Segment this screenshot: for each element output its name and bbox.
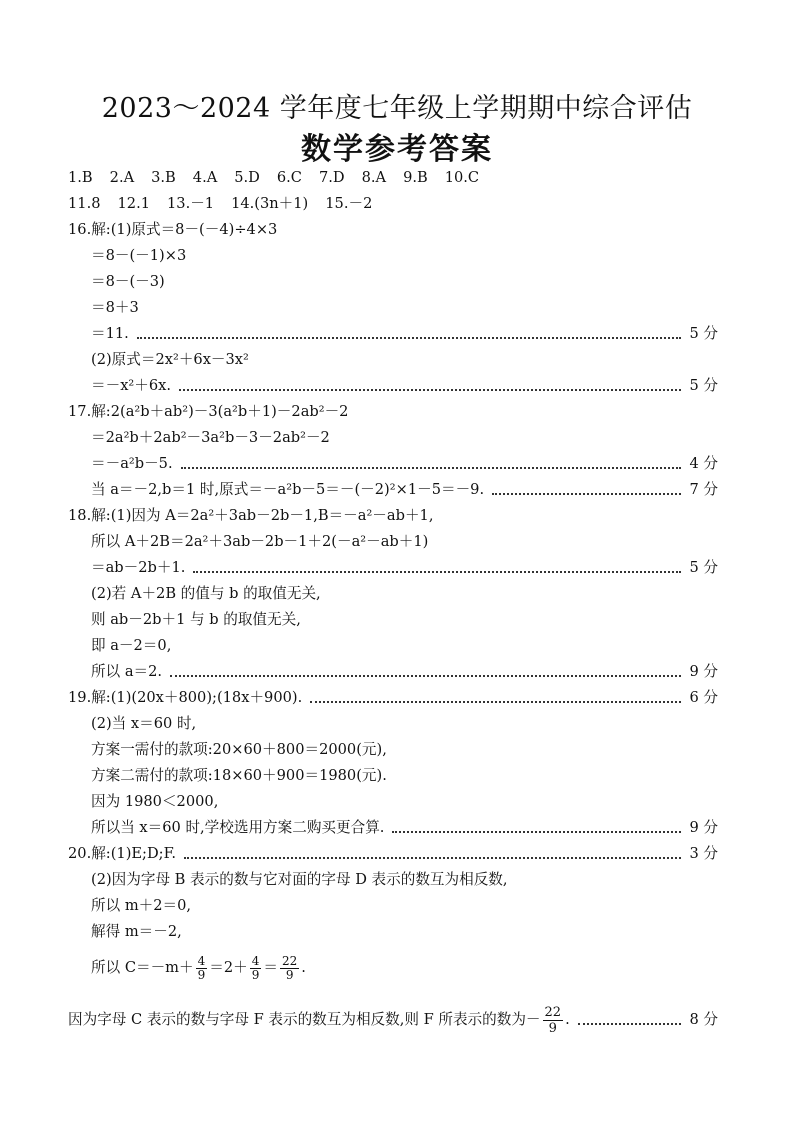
dot-leader <box>137 337 682 339</box>
q17-line: 17.解:2(a²b＋ab²)－3(a²b＋1)－2ab²－2 <box>68 403 349 420</box>
q20-line: 解得 m＝－2, <box>91 923 182 940</box>
q18-line: 则 ab－2b＋1 与 b 的取值无关, <box>91 611 301 628</box>
score-label: 5 分 <box>689 325 718 342</box>
score-label: 8 分 <box>689 1011 718 1028</box>
fill-answer: 15.－2 <box>325 195 373 212</box>
q20-line: 所以 m＋2＝0, <box>91 897 192 914</box>
fill-answers-row <box>68 191 718 217</box>
q17-line: 当 a＝－2,b＝1 时,原式＝－a²b－5＝－(－2)²×1－5＝－9. 7 分 <box>68 477 718 503</box>
q17-line: ＝2a²b＋2ab²－3a²b－3－2ab²－2 <box>91 429 330 446</box>
q16-line: 16.解:(1)原式＝8－(－4)÷4×3 <box>68 221 278 238</box>
q20-line: 因为字母 C 表示的数与字母 F 表示的数互为相反数,则 F 所表示的数为－ $\frac{22}{9}$ . 8 分 <box>68 991 718 1049</box>
q19-line: 方案二需付的款项:18×60＋900＝1980(元). <box>91 767 387 784</box>
choice-answer: 8.A <box>361 169 387 186</box>
choice-answer: 9.B <box>403 169 428 186</box>
q18-line: (2)若 A＋2B 的值与 b 的取值无关, <box>91 585 321 602</box>
q18-line: 18.解:(1)因为 A＝2a²＋3ab－2b－1,B＝－a²－ab＋1, <box>68 507 434 524</box>
q20-line: 20.解:(1)E;D;F. 3 分 <box>68 841 718 867</box>
dot-leader <box>310 701 681 703</box>
fraction: $\frac{4}{9}$ <box>197 953 206 982</box>
choice-answer: 1.B <box>68 169 93 186</box>
fraction: $\frac{22}{9}$ <box>544 1004 562 1036</box>
q18-line: ＝ab－2b＋1. 5 分 <box>68 555 718 581</box>
q16-line: ＝8－(－3) <box>91 273 165 290</box>
q16-line: ＝11. 5 分 <box>68 321 718 347</box>
q20-line: 所以 C＝－m＋ $\frac{4}{9}$ ＝2＋ $\frac{4}{9}$ ＝ $\frac{22}{9}$ . <box>91 953 306 982</box>
document-subtitle: 数学参考答案 <box>301 132 493 167</box>
score-label: 9 分 <box>689 819 718 836</box>
dot-leader <box>492 493 681 495</box>
q19-line: 所以当 x＝60 时,学校选用方案二购买更合算. 9 分 <box>68 815 718 841</box>
dot-leader <box>170 675 681 677</box>
q17-line: ＝－a²b－5. 4 分 <box>68 451 718 477</box>
dot-leader <box>181 467 682 469</box>
score-label: 5 分 <box>689 377 718 394</box>
dot-leader <box>193 571 681 573</box>
score-label: 5 分 <box>689 559 718 576</box>
q16-line: ＝8－(－1)×3 <box>91 247 187 264</box>
q19-line: 方案一需付的款项:20×60＋800＝2000(元), <box>91 741 387 758</box>
q18-line: 即 a－2＝0, <box>91 637 172 654</box>
q16-line: ＝8＋3 <box>91 299 139 316</box>
score-label: 7 分 <box>689 481 718 498</box>
fill-answer: 13.－1 <box>167 195 215 212</box>
choice-answer: 4.A <box>192 169 218 186</box>
dot-leader <box>578 1023 682 1025</box>
choice-answer: 2.A <box>109 169 135 186</box>
q19-line: 因为 1980＜2000, <box>91 793 219 810</box>
score-label: 4 分 <box>689 455 718 472</box>
choice-answer: 7.D <box>318 169 345 186</box>
dot-leader <box>184 857 681 859</box>
choice-answer: 10.C <box>444 169 480 186</box>
q20-line: (2)因为字母 B 表示的数与它对面的字母 D 表示的数互为相反数, <box>91 871 508 888</box>
dot-leader <box>179 389 681 391</box>
q18-line: 所以 a＝2. 9 分 <box>68 659 718 685</box>
fraction: $\frac{4}{9}$ <box>251 953 260 982</box>
score-label: 6 分 <box>689 689 718 706</box>
fraction: $\frac{22}{9}$ <box>282 953 298 982</box>
document-title: 2023～2024 学年度七年级上学期期中综合评估 <box>101 93 693 124</box>
choice-answer: 5.D <box>234 169 260 186</box>
fill-answer: 12.1 <box>117 195 150 212</box>
q19-line: 19.解:(1)(20x＋800);(18x＋900). 6 分 <box>68 685 718 711</box>
q16-line: (2)原式＝2x²＋6x－3x² <box>91 351 249 368</box>
choice-answer: 6.C <box>276 169 302 186</box>
dot-leader <box>392 831 681 833</box>
choice-answers-row <box>68 165 718 191</box>
fill-answer: 11.8 <box>68 195 101 212</box>
q16-line: ＝－x²＋6x. 5 分 <box>68 373 718 399</box>
score-label: 9 分 <box>689 663 718 680</box>
q18-line: 所以 A＋2B＝2a²＋3ab－2b－1＋2(－a²－ab＋1) <box>91 533 429 550</box>
fill-answer: 14.(3n＋1) <box>231 195 309 212</box>
answer-content <box>68 165 718 1049</box>
choice-answer: 3.B <box>151 169 176 186</box>
score-label: 3 分 <box>689 845 718 862</box>
q19-line: (2)当 x＝60 时, <box>91 715 197 732</box>
